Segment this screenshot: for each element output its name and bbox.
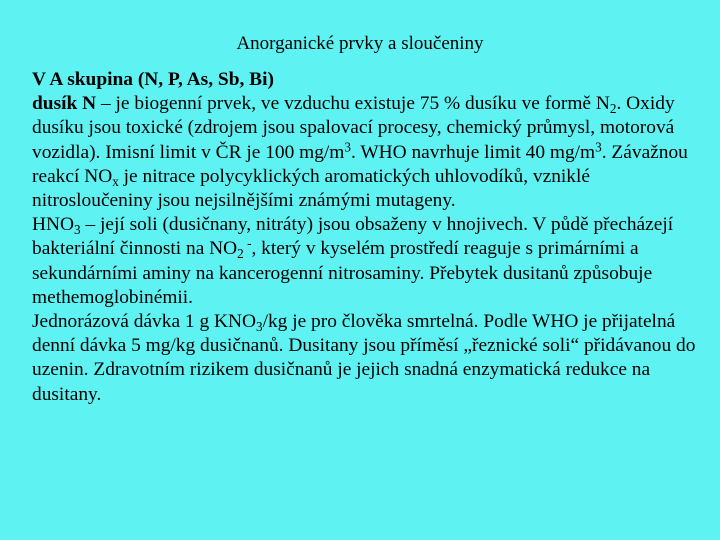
p3-text-1: Jednorázová dávka 1 g KNO [32,311,256,333]
p3-sub-1: 3 [256,318,263,334]
p1-sub-2: x [112,173,119,189]
p1-text-2: . Oxidy dusíku jsou toxické (zdrojem jsou spalovací procesy, chemický průmysl, motorová vozidla). Imisní limit v ČR je 100 mg/m [32,93,675,163]
p2-text-3: , který v kyselém prostředí reaguje s primárními a sekundárními aminy na kancerogenní nitrosaminy. Přebytek dusitanů způsobuje methemoglobinémii. [32,238,653,308]
p2-sup-1: - [243,235,252,251]
p1-sup-1: 3 [344,139,351,155]
p1-sub-1: 2 [609,101,617,117]
p3-text-2: /kg je pro člověka smrtelná. Podle WHO je přijatelná denní dávka 5 mg/kg dusičnanů. Dusitany jsou příměsí „řeznické soli“ přidávanou do uzenin. Zdravotním rizikem dusičnanů je jejich snadná enzymatická redukce na dusitany. [32,311,696,405]
p2-text-1: HNO [32,214,75,236]
p2-text-2: – její soli (dusičnany, nitráty) jsou obsaženy v hnojivech. V půdě přecházejí bakteriální činnosti na NO [32,214,674,260]
paragraph-nitric-acid [32,213,712,310]
p1-text-4: . Závažnou reakcí NO [32,141,688,187]
p1-text-5: je nitrace polycyklických aromatických uhlovodíků, vzniklé nitrosloučeniny jsou nejsilnějšími známými mutageny. [32,165,590,212]
p1-text-3: . WHO navrhuje limit 40 mg/m [350,141,596,163]
term-nitrogen: dusík N [32,93,97,115]
p2-sub-2: 2 [237,246,244,262]
slide-title: Anorganické prvky a sloučeniny [236,33,484,54]
paragraph-dose [32,310,712,407]
paragraph-nitrogen [32,92,712,213]
p1-sup-2: 3 [595,139,602,155]
p2-sub-1: 3 [74,222,81,238]
heading-text: V A skupina (N, P, As, Sb, Bi) [32,69,274,90]
p1-text-1: – je biogenní prvek, ve vzduchu existuje 75 % dusíku ve formě N [96,93,610,115]
section-heading [32,68,712,92]
slide-body [32,68,712,407]
